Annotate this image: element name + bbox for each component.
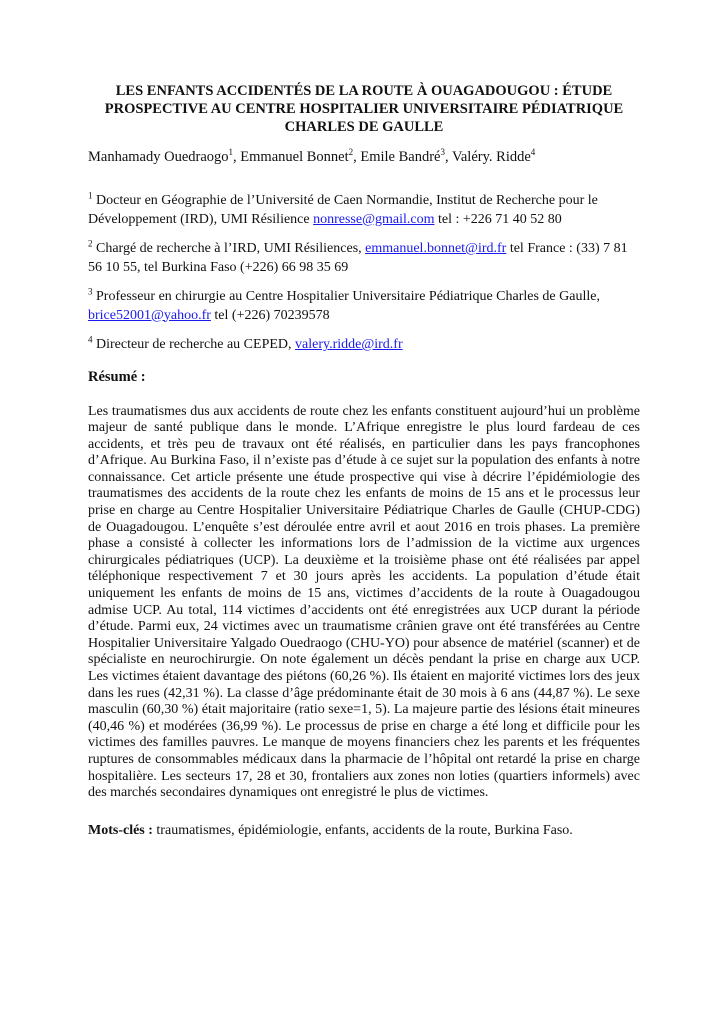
- paper-title: LES ENFANTS ACCIDENTÉS DE LA ROUTE À OUAGADOUGOU : ÉTUDE PROSPECTIVE AU CENTRE HOSPITALIER UNIVERSITAIRE PÉDIATRIQUE CHARLES DE GAULLE: [104, 83, 624, 135]
- email-link-3[interactable]: brice52001@yahoo.fr: [88, 307, 211, 323]
- affiliation-4: $^4$ Directeur de recherche au CEPED, valery.ridde@ird.fr: [88, 334, 403, 352]
- author-list: [88, 148, 640, 166]
- email-link-4[interactable]: valery.ridde@ird.fr: [295, 337, 403, 352]
- affiliation-3: $^3$ Professeur en chirurgie au Centre Hospitalier Universitaire Pédiatrique Charles de Gaulle, brice52001@yahoo.fr tel (+226) 70239578: [88, 286, 600, 323]
- author-2: Emmanuel Bonnet$^2$,: [240, 147, 361, 165]
- author-1: Manhamady Ouedraogo$^1$,: [88, 147, 241, 165]
- keywords-line: [88, 822, 640, 840]
- email-link-2[interactable]: emmanuel.bonnet@ird.fr: [365, 241, 507, 256]
- keywords-text: traumatismes, épidémiologie, enfants, accidents de la route, Burkina Faso.: [152, 822, 573, 838]
- abstract-body: Les traumatismes dus aux accidents de route chez les enfants constituent aujourd’hui un problème majeur de santé publique dans le monde. L’Afrique enregistre le plus lourd fardeau de ces accidents, et très peu de travaux ont été réalisés, en particulier dans les pays francophones d’Afrique. Au Burkina Faso, il n’existe pas d’étude à ce sujet sur la population des enfants à notre connaissance. Cet article présente une étude prospective qui vise à décrire l’épidémiologie des traumatismes des accidents de la route chez les enfants de moins de 15 ans et le processus leur prise en charge au Centre Hospitalier Universitaire Pédiatrique Charles de Gaulle (CHUP-CDG) de Ouagadougou. L’enquête s’est déroulée entre avril et aout 2016 en trois phases. La première phase a consisté à collecter les informations lors de l’admission de la victime aux urgences chirurgicales pédiatriques (UCP). La deuxième et la troisième phase ont été réalisées par appel téléphonique respectivement 7 et 30 jours après les accidents. La population d’étude était uniquement les enfants de moins de 15 ans, victimes d’accidents de la route à Ouagadougou admise UCP. Au total, 114 victimes d’accidents ont été enregistrées aux UCP durant la période d’étude. Parmi eux, 24 victimes avec un traumatisme crânien grave ont été transférées au Centre Hospitalier Universitaire Yalgado Ouedraogo (CHU-YO) pour absence de matériel (scanner) et de spécialiste en neurochirurgie. On note également un décès pendant la prise en charge aux UCP. Les victimes étaient davantage des piétons (60,26 %). Ils étaient en majorité victimes lors des jeux dans les rues (42,31 %). La classe d’âge prédominante était de 30 mois à 6 ans (44,87 %). Le sexe masculin (60,30 %) était majoritaire (ratio sexe=1, 5). La majeure partie des lésions était mineures (40,46 %) et modérées (36,99 %). Le processus de prise en charge a été long et difficile pour les victimes des familles pauvres. Le manque de moyens financiers chez les parents et les fréquentes ruptures de consommables médicaux dans la pharmacie de l’hôpital ont retardé la prise en charge hospitalière. Les secteurs 17, 28 et 30, frontaliers aux zones non loties (quartiers informels) avec des marchés secondaires dynamiques ont enregistré le plus de victimes.: [88, 403, 640, 801]
- author-4: Valéry. Ridde$^4$: [452, 147, 536, 165]
- keywords-label: Mots-clés :: [88, 822, 153, 838]
- author-3: Emile Bandré$^3$,: [360, 147, 452, 165]
- affiliation-2: $^2$ Chargé de recherche à l’IRD, UMI Résiliences, emmanuel.bonnet@ird.fr tel France : (33) 7 81 56 10 55, tel Burkina Faso (+226) 66 98 35 69: [88, 238, 628, 275]
- email-link-1[interactable]: nonresse@gmail.com: [313, 211, 435, 227]
- affiliation-1: $^1$ Docteur en Géographie de l’Université de Caen Normandie, Institut de Recherche pour le Développement (IRD), UMI Résilience nonresse@gmail.com tel : +226 71 40 52 80: [88, 190, 598, 227]
- abstract-heading: Résumé :: [88, 368, 146, 385]
